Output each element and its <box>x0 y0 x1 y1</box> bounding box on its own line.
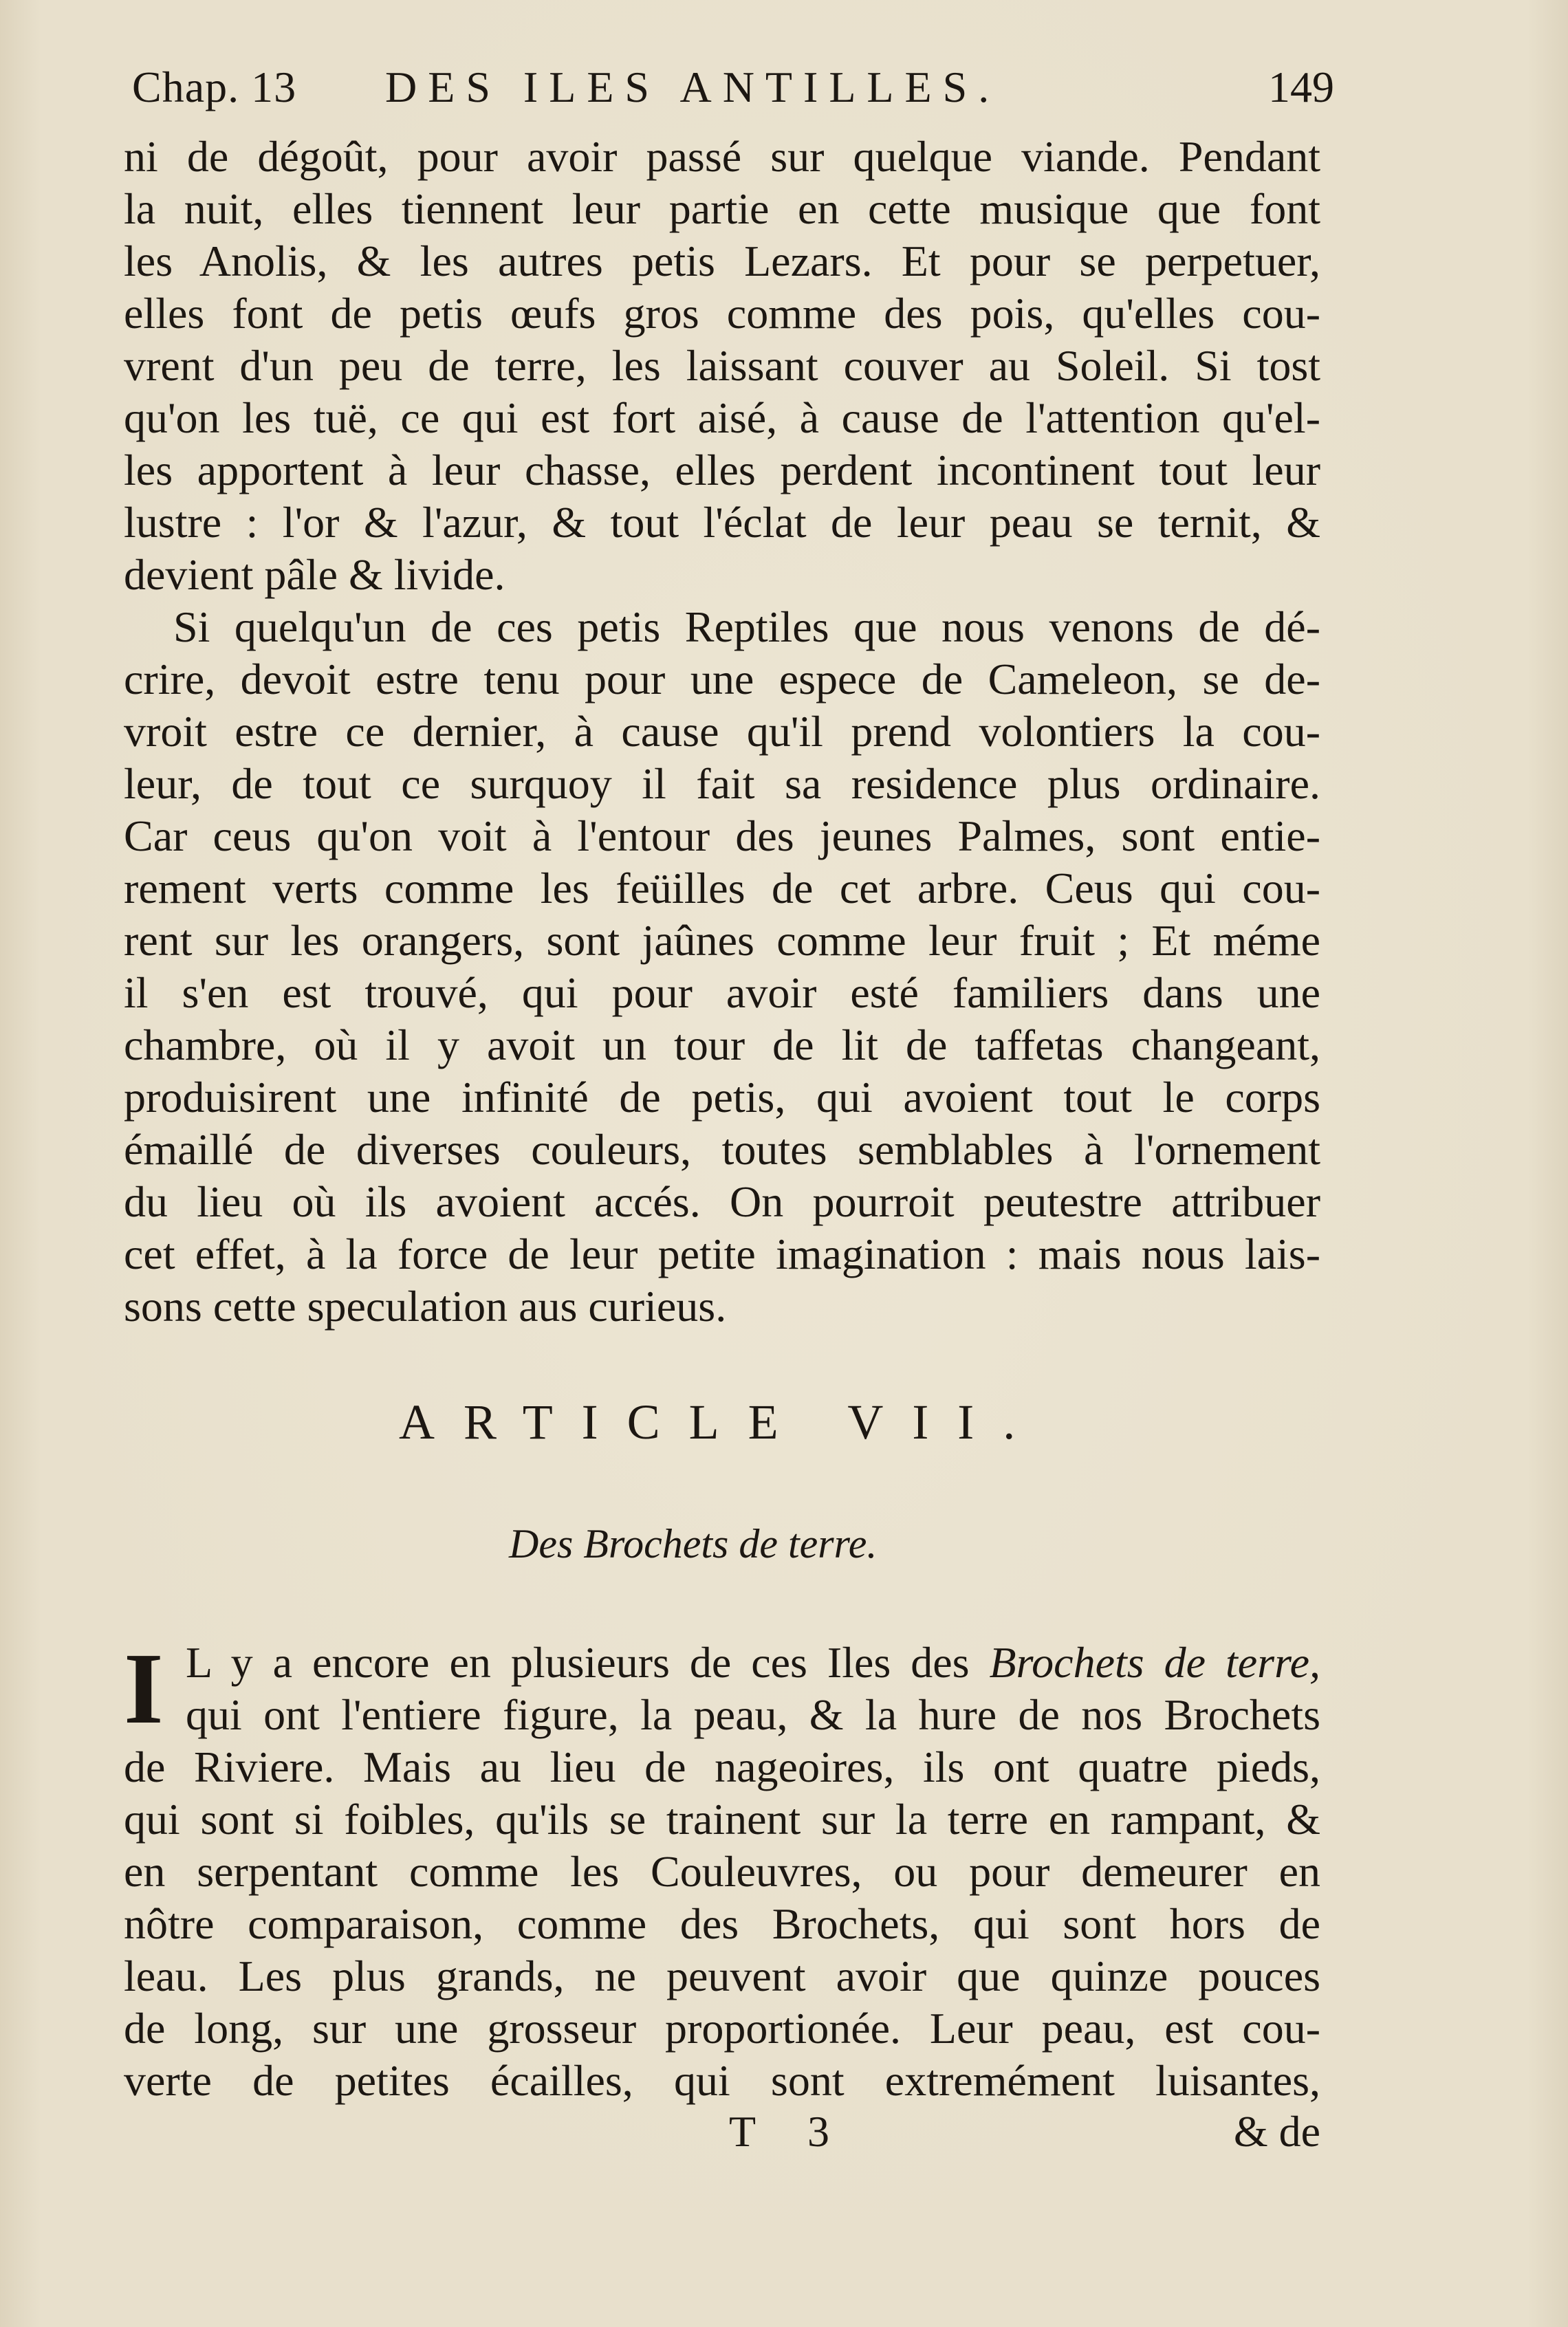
text-line: il s'en est trouvé, qui pour avoir esté familiers dans une <box>124 968 1320 1017</box>
catchword: & de <box>1233 2107 1320 2156</box>
text-line: du lieu où ils avoient accés. On pourroit peutestre attribuer <box>124 1177 1320 1226</box>
running-header <box>124 56 1334 118</box>
text-line: verte de petites écailles, qui sont extremément luisantes, <box>124 2056 1320 2105</box>
article-subheading: Des Brochets de terre. <box>509 1521 878 1566</box>
text-line: chambre, où il y avoit un tour de lit de taffetas changeant, <box>124 1020 1320 1069</box>
paragraph-continued <box>124 131 1320 601</box>
text-line-first <box>124 1637 1320 1689</box>
text-line: leau. Les plus grands, ne peuvent avoir que quinze pouces <box>124 1952 1320 2000</box>
italic-term: Brochets de terre, <box>989 1638 1320 1687</box>
text-line: qui ont l'entiere figure, la peau, & la hure de nos Brochets <box>186 1690 1320 1739</box>
text-line: vrent d'un peu de terre, les laissant couver au Soleil. Si tost <box>124 341 1320 390</box>
text-line: nôtre comparaison, comme des Brochets, qui sont hors de <box>124 1899 1320 1948</box>
running-title: DES ILES ANTILLES. <box>385 63 1001 111</box>
text-line: leur, de tout ce surquoy il fait sa residence plus ordinaire. <box>124 759 1320 808</box>
text-line: qui sont si foibles, qu'ils se trainent sur la terre en rampant, & <box>124 1795 1320 1844</box>
text-line: qu'on les tuë, ce qui est fort aisé, à cause de l'attention qu'el- <box>124 393 1320 442</box>
chapter-label: Chap. 13 <box>132 63 297 111</box>
text-line: les apportent à leur chasse, elles perdent incontinent tout leur <box>124 446 1320 494</box>
text-line: sons cette speculation aus curieus. <box>124 1282 727 1331</box>
text-line: vroit estre ce dernier, à cause qu'il prend volontiers la cou- <box>124 707 1320 756</box>
paragraph-brochets <box>124 1632 1320 2107</box>
text-line: en serpentant comme les Couleuvres, ou pour demeurer en <box>124 1847 1320 1896</box>
text-line: ni de dégoût, pour avoir passé sur quelque viande. Pendant <box>124 132 1320 181</box>
article-heading: ARTICLE VII. <box>399 1395 1045 1450</box>
text-line: elles font de petis œufs gros comme des pois, qu'elles cou- <box>124 289 1320 338</box>
text-line: devient pâle & livide. <box>124 550 505 599</box>
text-line: Car ceus qu'on voit à l'entour des jeunes Palmes, sont entie- <box>124 811 1320 860</box>
page-number: 149 <box>1268 63 1334 111</box>
page-footer <box>124 2104 1320 2159</box>
text-line: crire, devoit estre tenu pour une espece de Cameleon, se de- <box>124 655 1320 703</box>
text-line: la nuit, elles tiennent leur partie en cette musique que font <box>124 184 1320 233</box>
text-line: émaillé de diverses couleurs, toutes semblables à l'ornement <box>124 1125 1320 1174</box>
text-line: Si quelqu'un de ces petis Reptiles que nous venons de dé- <box>173 602 1320 651</box>
drop-cap: I <box>124 1632 164 1745</box>
text-line: de long, sur une grosseur proportionée. Leur peau, est cou- <box>124 2004 1320 2053</box>
text-line: produisirent une infinité de petis, qui avoient tout le corps <box>124 1073 1320 1122</box>
text-line: rement verts comme les feüilles de cet arbre. Ceus qui cou- <box>124 864 1320 913</box>
text-line: les Anolis, & les autres petis Lezars. Et pour se perpetuer, <box>124 237 1320 285</box>
text-run: L y a encore en plusieurs de ces Iles des <box>186 1638 990 1687</box>
signature-mark: T 3 <box>729 2107 850 2156</box>
text-line: de Riviere. Mais au lieu de nageoires, ils ont quatre pieds, <box>124 1742 1320 1791</box>
paragraph-cameleon <box>124 601 1320 1333</box>
text-line: rent sur les orangers, sont jaûnes comme leur fruit ; Et méme <box>124 916 1320 965</box>
text-line: cet effet, à la force de leur petite imagination : mais nous lais- <box>124 1230 1320 1278</box>
text-line: lustre : l'or & l'azur, & tout l'éclat de leur peau se ternit, & <box>124 498 1320 547</box>
